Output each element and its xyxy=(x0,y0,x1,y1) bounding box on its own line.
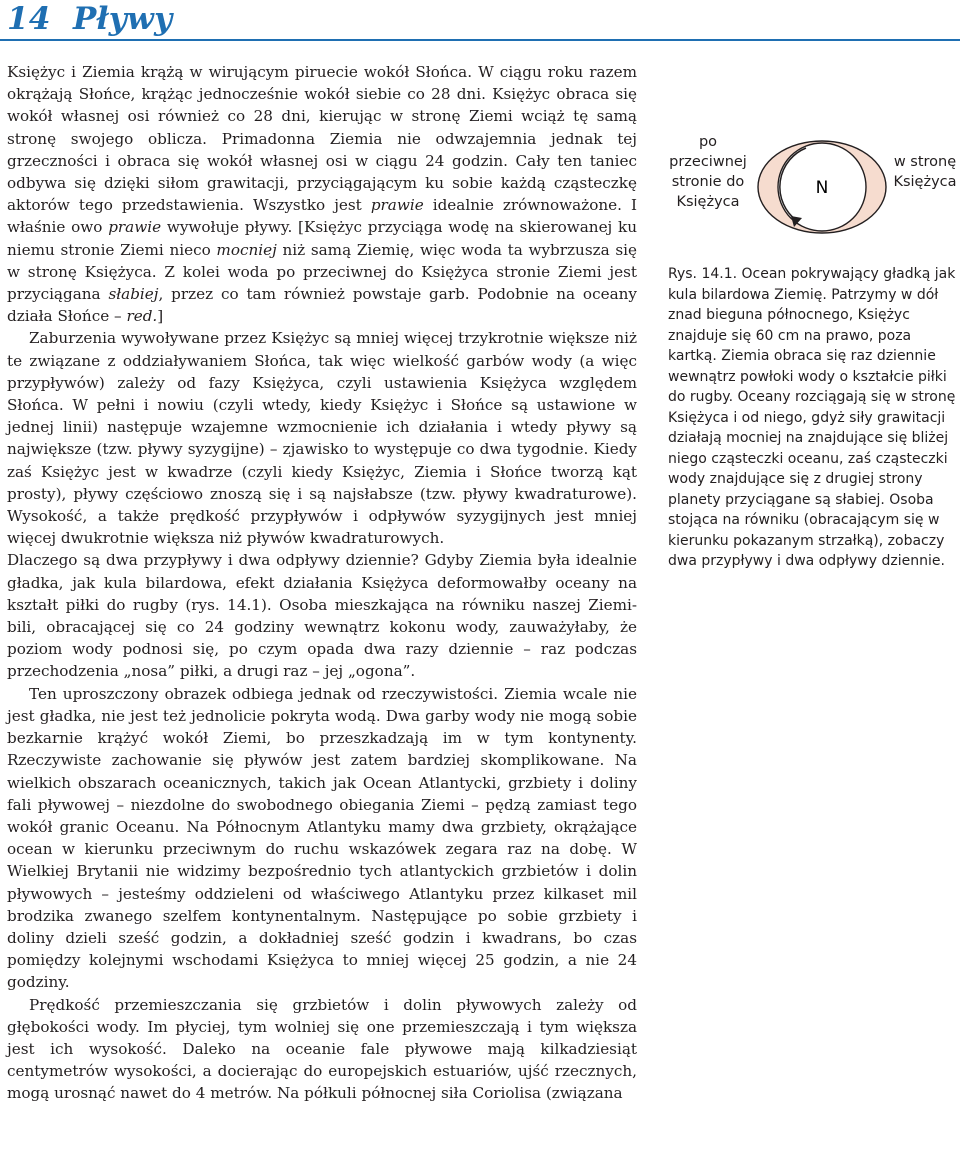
body-paragraph xyxy=(7,683,637,994)
chapter-number: 14 xyxy=(7,1,51,37)
italic-text: mocniej xyxy=(216,240,277,259)
italic-text: słabiej xyxy=(108,285,159,304)
text-run: , przez co tam również powstaje garb. Podobnie na oceany działa Słońce – xyxy=(7,285,637,326)
body-paragraph xyxy=(7,994,637,1105)
text-run: Ten uproszczony obrazek odbiega jednak od rzeczywistości. Ziemia wcale nie jest gładka, nie jest też jednolicie pokryta wodą. Dwa garby wody nie mogą sobie bezkarnie krążyć wokół Ziemi, bo przeszkadzają im w tym kontynenty. Rzeczywiste zachowanie się pływów jest zatem bardziej skomplikowane. Na wielkich obszarach oceanicznych, takich jak Ocean Atlantycki, grzbiety i doliny fali pływowej – niezdolne do swobodnego obiegania Ziemi – pędzą zamiast tego wokół granic Oceanu. Na Północnym Atlantyku mamy dwa grzbiety, okrążające ocean w kierunku przeciwnym do ruchu wskazówek zegara raz na dobę. W Wielkiej Brytanii nie widzimy bezpośrednio tych atlantyckich grzbietów i dolin pływowych – jesteśmy oddzieleni od właściwego Atlantyku przez kilkaset mil brodzika zwanego szelfem kontynentalnym. Następujące po sobie grzbiety i doliny dzieli sześć godzin, a dokładniej sześć godzin i kwadrans, bo czas pomiędzy kolejnymi wschodami Księżyca to mniej więcej 25 godzin, a nie 24 godziny. xyxy=(7,684,637,992)
ocean-earth-diagram xyxy=(754,128,890,246)
text-run: idealnie zrównoważone. I właśnie owo xyxy=(7,196,637,237)
page-title xyxy=(7,0,172,38)
figure-label-far-side: po przeciwnej stronie do Księżyca xyxy=(669,134,747,210)
north-pole-label: N xyxy=(815,178,829,198)
italic-text: prawie xyxy=(370,196,424,215)
figure-14-1 xyxy=(662,128,960,246)
figure-label-moon-side: w stronę Księżyca xyxy=(893,154,957,190)
body-paragraph xyxy=(7,327,637,549)
body-paragraph xyxy=(7,61,637,327)
text-run: niż samą Ziemię, więc woda ta wybrzusza się w stronę Księżyca. Z kolei woda po przeciwnej do Księżyca stronie Ziemi jest przyciągana xyxy=(7,240,637,304)
title-rule xyxy=(0,39,960,41)
figure-caption-text: Rys. 14.1. Ocean pokrywający gładką jak kula bilardowa Ziemię. Patrzymy w dół znad bieguna północnego, Księżyc znajduje się 60 cm na prawo, poza kartką. Ziemia obraca się raz dziennie wewnątrz powłoki wody o kształcie piłki do rugby. Oceany rozciągają się w stronę Księżyca i od niego, gdyż siły grawitacji działają mocniej na znajdujące się bliżej niego cząsteczki oceanu, zaś cząsteczki wody znajdujące się z drugiej strony planety przyciągane są słabiej. Osoba stojąca na równiku (obracającym się w kierunku pokazanym strzałką), zobaczy dwa przypływy i dwa odpływy dziennie. xyxy=(668,266,956,569)
text-run: Zaburzenia wywoływane przez Księżyc są mniej więcej trzykrotnie większe niż te związane z oddziaływaniem Słońca, tak więc wielkość garbów wody (a więc przypływów) zależy od fazy Księżyca, czyli ustawienia Księżyca względem Słońca. W pełni i nowiu (czyli wtedy, kiedy Księżyc i Słońce są ustawione w jednej linii) następuje wzajemne wzmocnienie ich działania i wtedy pływy są największe (tzw. pływy syzygijne) – zjawisko to występuje co dwa tygodnie. Kiedy zaś Księżyc jest w kwadrze (czyli kiedy Księżyc, Ziemia i Słońce tworzą kąt prosty), pływy częściowo znoszą się i są najsłabsze (tzw. pływy kwadraturowe). Wysokość, a także prędkość przypływów i odpływów syzygijnych jest mniej więcej dwukrotnie większa niż pływów kwadraturowych. xyxy=(7,329,637,548)
text-run: Księżyc i Ziemia krążą w wirującym piruecie wokół Słońca. W ciągu roku razem okrążają Słońce, krążąc jednocześnie wokół siebie co 28 dni. Księżyc obraca się wokół własnej osi również co 28 dni, kierując w stronę Ziemi wciąż tę samą stronę swojego oblicza. Primadonna Ziemia nie odwzajemnia jednak tej grzeczności i obraca się wokół własnej osi w ciągu 24 godzin. Cały ten taniec odbywa się dzięki siłom grawitacji, przyciągającym ku sobie każdą cząsteczkę aktorów tego przedstawienia. Wszystko jest xyxy=(7,63,637,215)
text-run: Dlaczego są dwa przypływy i dwa odpływy dziennie? Gdyby Ziemia była idealnie gładka, jak kula bilardowa, efekt działania Księżyca deformowałby oceany na kształt piłki do rugby (rys. 14.1). Osoba mieszkająca na równiku naszej Ziemi-bili, obracającej się co 24 godziny wewnątrz kokonu wody, zauważyłaby, że poziom wody podnosi się, po czym opada dwa razy dziennie – raz podczas przechodzenia „nosa” piłki, a drugi raz – jej „ogona”. xyxy=(7,551,637,681)
text-run: ] xyxy=(157,307,164,326)
italic-text: red. xyxy=(126,307,158,326)
figure-caption xyxy=(668,264,960,572)
body-paragraph xyxy=(7,549,637,682)
main-text-column xyxy=(7,61,637,1105)
chapter-title: Pływy xyxy=(72,1,173,37)
text-run: wywołuje pływy. [Księżyc przyciąga wodę na skierowanej ku niemu stronie Ziemi nieco xyxy=(7,218,637,259)
italic-text: prawie xyxy=(108,218,162,237)
text-run: Prędkość przemieszczania się grzbietów i dolin pływowych zależy od głębokości wody. Im płyciej, tym wolniej się one przemieszczają i tym większa jest ich wysokość. Daleko na oceanie fale pływowe mają kilkadziesiąt centymetrów wysokości, a docierając do europejskich estuariów, ujść rzecznych, mogą urosnąć nawet do 4 metrów. Na półkuli północnej siła Coriolisa (związana xyxy=(7,995,637,1103)
